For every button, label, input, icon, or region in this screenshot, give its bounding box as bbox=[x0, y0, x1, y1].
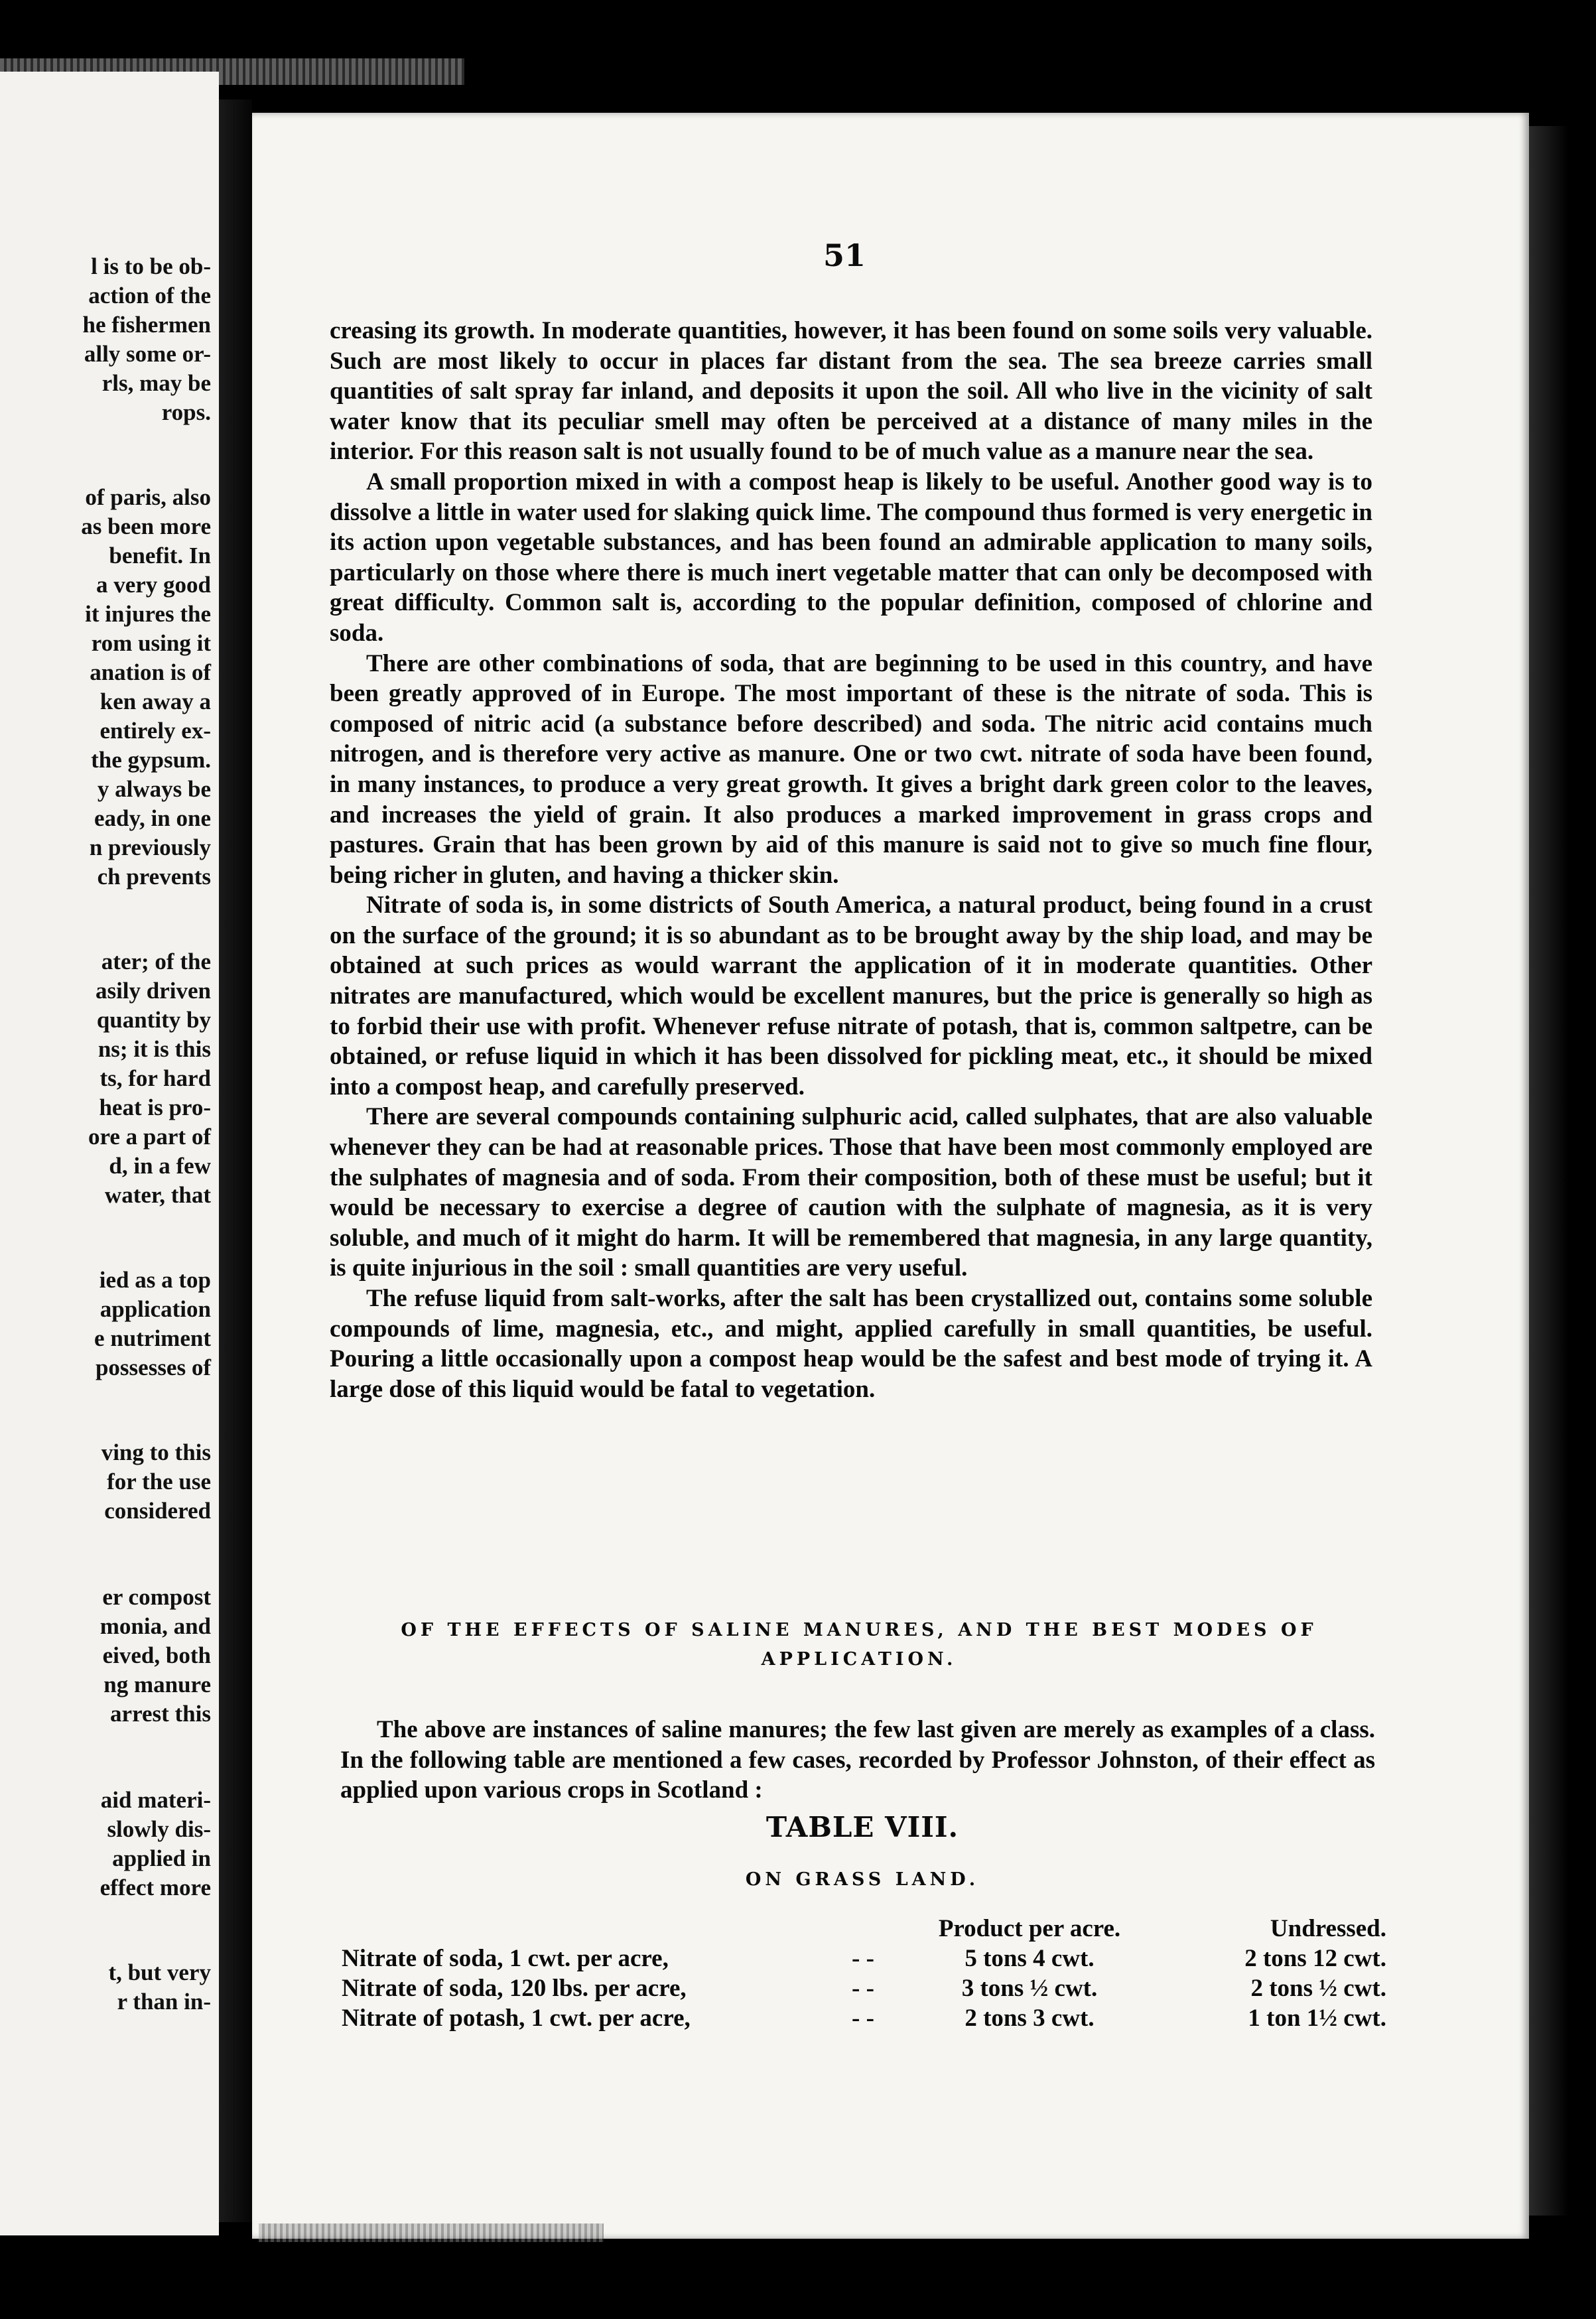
left-page-line: ng manure bbox=[103, 1672, 211, 1697]
paragraph: There are other combinations of soda, that are beginning to be used in this country, and have been greatly approved of in Europe. The most important of these is the nitrate of soda. This is composed of nitric acid (a substance before described) and soda. The nitric acid contains much nitrogen, and is therefore very active as manure. One or two cwt. nitrate of soda have been found, in many instances, to produce a very great growth. It gives a bright dark green color to the leaves, and increases the yield of grain. It also produces a marked improvement in grass crops and pastures. Grain that has been grown by aid of this manure is said not to give so much fine flour, being richer in gluten, and having a thicker skin. bbox=[330, 649, 1372, 889]
left-page-line: d, in a few bbox=[109, 1153, 211, 1179]
left-page-line: er compost bbox=[102, 1584, 211, 1610]
cell-undressed: 1 ton 1½ cwt. bbox=[1248, 2005, 1386, 2032]
left-page-line: aid materi- bbox=[100, 1787, 211, 1813]
left-page-line: benefit. In bbox=[109, 543, 211, 568]
left-page-line: ken away a bbox=[100, 689, 211, 714]
column-header-undressed: Undressed. bbox=[1270, 1915, 1386, 1942]
left-page-line: slowly dis- bbox=[107, 1816, 211, 1842]
book-gutter bbox=[219, 99, 252, 2222]
left-page-line: t, but very bbox=[108, 1959, 211, 1985]
left-page-line: rops. bbox=[161, 399, 211, 425]
cell-treatment: Nitrate of soda, 120 lbs. per acre, bbox=[342, 1975, 687, 2002]
left-page-line: ater; of the bbox=[101, 949, 211, 974]
left-page-line: ving to this bbox=[101, 1439, 211, 1465]
cell-undressed: 2 tons ½ cwt. bbox=[1250, 1975, 1386, 2002]
table-header-row bbox=[342, 1914, 1386, 1944]
left-page-line: he fishermen bbox=[82, 312, 211, 338]
cell-treatment: Nitrate of soda, 1 cwt. per acre, bbox=[342, 1945, 669, 1972]
left-page-line: eady, in one bbox=[94, 805, 211, 831]
cell-product: 3 tons ½ cwt. bbox=[961, 1975, 1098, 2002]
section-paragraph: The above are instances of saline manures; the few last given are merely as examples of a class. In the following table are mentioned a few cases, recorded by Professor Johnston, of their effect as applied upon various crops in Scotland : bbox=[340, 1716, 1375, 1804]
left-page-line: rom using it bbox=[91, 630, 211, 656]
left-page-line: ch prevents bbox=[97, 864, 211, 890]
left-page-line: entirely ex- bbox=[100, 718, 211, 744]
column-header bbox=[829, 1914, 897, 1944]
left-page-line: water, that bbox=[104, 1182, 211, 1208]
binding-noise-bottom bbox=[259, 2223, 604, 2242]
paragraph: The refuse liquid from salt-works, after the salt has been crystallized out, contains some soluble compounds of lime, magnesia, etc., and might, applied carefully in small quantities, be useful. Pouring a little occasionally upon a compost heap would be the safest and best mode of trying it. A large dose of this liquid would be fatal to vegetation. bbox=[330, 1285, 1372, 1403]
left-page-line: application bbox=[100, 1296, 211, 1322]
left-page-line: for the use bbox=[107, 1469, 211, 1494]
left-page-line: quantity by bbox=[96, 1007, 211, 1033]
left-page-line: ied as a top bbox=[99, 1267, 211, 1293]
table-subtitle: ON GRASS LAND. bbox=[745, 1869, 980, 1890]
left-page-line: applied in bbox=[112, 1845, 211, 1871]
left-page-line: asily driven bbox=[95, 978, 211, 1004]
left-page-line: of paris, also bbox=[85, 484, 211, 510]
paragraph: There are several compounds containing sulphuric acid, called sulphates, that are also valuable whenever they can be had at reasonable prices. Those that have been most commonly employed are the sulphates of magnesia and of soda. From their composition, both of these must be useful; but it would be necessary to exercise a degree of caution with the sulphate of magnesia, as it is very soluble, and much of it might do harm. It will be remembered that magnesia, in any large quantity, is quite injurious in the soil : small quantities are very useful. bbox=[330, 1103, 1372, 1282]
left-page-line: anation is of bbox=[90, 659, 211, 685]
column-header-product: Product per acre. bbox=[938, 1915, 1121, 1942]
left-page-line: arrest this bbox=[110, 1701, 211, 1727]
results-table bbox=[342, 1914, 1386, 2033]
left-page-line: a very good bbox=[96, 572, 211, 598]
cell-product: 5 tons 4 cwt. bbox=[964, 1945, 1095, 1972]
table-row bbox=[342, 2003, 1386, 2033]
body-text bbox=[330, 316, 1372, 1404]
left-page-line: rls, may be bbox=[101, 370, 211, 396]
table-title: TABLE VIII. bbox=[765, 1811, 959, 1843]
left-page-line: ns; it is this bbox=[98, 1036, 211, 1062]
left-page-line: action of the bbox=[88, 283, 211, 308]
left-page-line: ally some or- bbox=[84, 341, 211, 367]
left-page-line: ts, for hard bbox=[100, 1065, 211, 1091]
left-page-line: eived, both bbox=[102, 1642, 211, 1668]
left-page-line: considered bbox=[104, 1498, 211, 1524]
paragraph: Nitrate of soda is, in some districts of South America, a natural product, being found in a crust on the surface of the ground; it is so abundant as to be brought away by the ship load, and may be obtained at such prices as would warrant the application of it in moderate quantities. Other nitrates are manufactured, which would be excellent manures, but the price is generally so high as to forbid their use with profit. Whenever refuse nitrate of potash, that is, common saltpetre, can be obtained, or refuse liquid in which it has been dissolved for pickling meat, etc., it should be mixed into a compost heap, and carefully preserved. bbox=[330, 892, 1372, 1100]
left-page-fragment bbox=[0, 72, 219, 2235]
left-page-line: heat is pro- bbox=[99, 1094, 211, 1120]
page-number: 51 bbox=[823, 237, 866, 273]
page-edge-shadow bbox=[1529, 126, 1569, 2216]
left-page-line: effect more bbox=[100, 1875, 211, 1900]
left-page-line: it injures the bbox=[85, 601, 211, 627]
left-page-line: l is to be ob- bbox=[91, 253, 211, 279]
cell-treatment: Nitrate of potash, 1 cwt. per acre, bbox=[342, 2005, 691, 2032]
paragraph: creasing its growth. In moderate quantities, however, it has been found on some soils very valuable. Such are most likely to occur in places far distant from the sea. The sea breeze carries small quantities of salt spray far inland, and deposits it upon the soil. All who live in the vicinity of salt water know that its peculiar smell may often be perceived at a distance of many miles in the interior. For this reason salt is not usually found to be of much value as a manure near the sea. bbox=[330, 317, 1372, 466]
cell-leader: - - bbox=[852, 1945, 874, 1972]
cell-product: 2 tons 3 cwt. bbox=[964, 2005, 1095, 2032]
cell-leader: - - bbox=[852, 2005, 874, 2032]
section-heading: OF THE EFFECTS OF SALINE MANURES, AND THE BEST MODES OF APPLICATION. bbox=[401, 1620, 1317, 1670]
left-page-line: e nutriment bbox=[94, 1325, 211, 1351]
cell-leader: - - bbox=[852, 1975, 874, 2002]
left-page-line: r than in- bbox=[117, 1989, 211, 2015]
cell-undressed: 2 tons 12 cwt. bbox=[1244, 1945, 1386, 1972]
left-page-line: as been more bbox=[81, 513, 211, 539]
left-page-line: ore a part of bbox=[88, 1124, 211, 1150]
left-page-line: the gypsum. bbox=[91, 747, 211, 773]
left-page-line: possesses of bbox=[95, 1355, 211, 1380]
table-row bbox=[342, 1973, 1386, 2003]
left-page-line: monia, and bbox=[100, 1613, 211, 1639]
left-page-line: n previously bbox=[89, 834, 211, 860]
paragraph: A small proportion mixed in with a compost heap is likely to be useful. Another good way is to dissolve a little in water used for slaking quick lime. The compound thus formed is very energetic in its action upon vegetable substances, and has been found an admirable application to many soils, particularly on those where there is much inert vegetable matter that can only be decomposed with great difficulty. Common salt is, according to the popular definition, composed of chlorine and soda. bbox=[330, 468, 1372, 647]
left-page-line: y always be bbox=[97, 776, 211, 802]
column-header bbox=[342, 1914, 829, 1944]
table-row bbox=[342, 1944, 1386, 1973]
